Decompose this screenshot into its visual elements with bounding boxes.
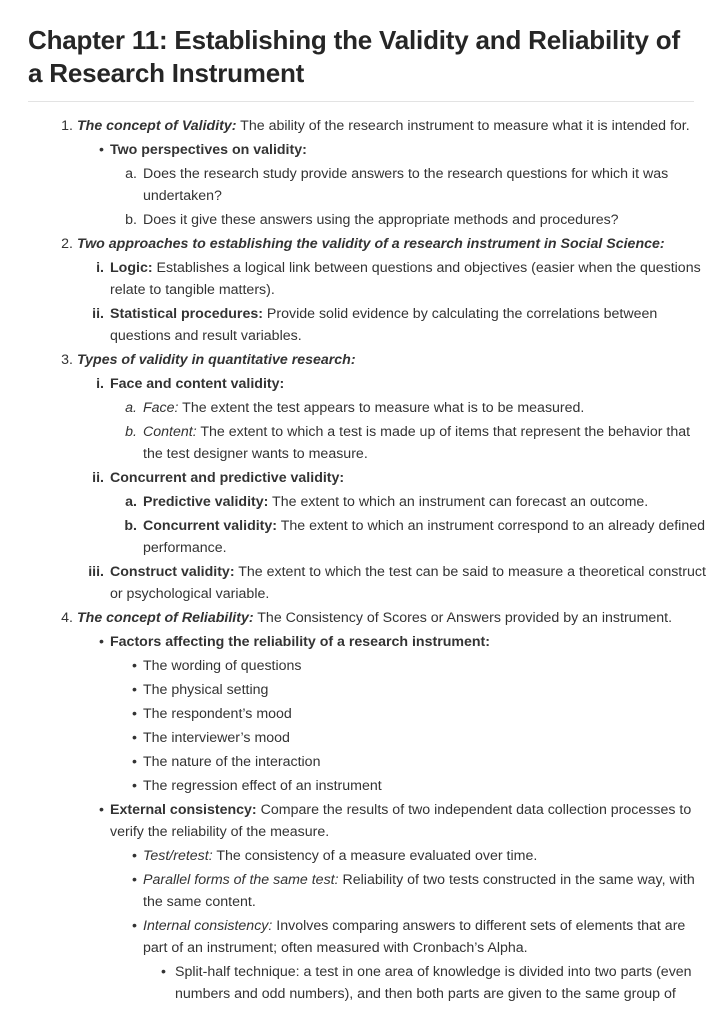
list-item-text: The wording of questions [143, 657, 302, 674]
list-item-text: Two perspectives on validity: [110, 141, 307, 158]
bullet-marker: • [132, 871, 137, 888]
list-item [28, 257, 712, 301]
list-item [28, 631, 712, 653]
list-item [28, 467, 712, 489]
item-marker: a. [125, 399, 137, 416]
bullet-marker: • [132, 705, 137, 722]
list-item [28, 349, 712, 371]
list-item [28, 561, 712, 605]
item-marker: 1. [61, 117, 73, 134]
list-item [28, 515, 712, 559]
list-item [28, 115, 712, 137]
list-item-text: The regression effect of an instrument [143, 777, 382, 794]
bullet-marker: • [161, 963, 166, 980]
item-marker: 3. [61, 351, 73, 368]
list-item-text: Content: The extent to which a test is made up of items that represent the behavior that the test designer wants to measure. [143, 423, 691, 462]
list-item [28, 961, 712, 1005]
bullet-marker: • [132, 777, 137, 794]
list-item-text: Face: The extent the test appears to measure what is to be measured. [143, 399, 585, 416]
list-item-text: Construct validity: The extent to which the test can be said to measure a theoretical construct or psychological variable. [110, 563, 706, 602]
item-marker: b. [125, 211, 137, 228]
list-item-text: Test/retest: The consistency of a measure evaluated over time. [143, 847, 538, 864]
list-item-text: Concurrent validity: The extent to which an instrument correspond to an already defined performance. [143, 517, 706, 556]
list-item [28, 869, 712, 913]
bullet-marker: • [99, 141, 104, 158]
list-item-text: Logic: Establishes a logical link between questions and objectives (easier when the questions relate to tangible matters). [110, 259, 701, 298]
bullet-marker: • [99, 801, 104, 818]
list-item [28, 727, 712, 749]
bullet-marker: • [132, 847, 137, 864]
list-item-text: Types of validity in quantitative research: [77, 351, 356, 368]
list-item-text: The interviewer’s mood [143, 729, 290, 746]
list-item-text: Concurrent and predictive validity: [110, 469, 345, 486]
list-item [28, 655, 712, 677]
item-marker: b. [124, 517, 137, 534]
list-item [28, 915, 712, 959]
item-marker: ii. [92, 469, 104, 486]
list-item-text: Does it give these answers using the appropriate methods and procedures? [143, 211, 619, 228]
list-item-text: Face and content validity: [110, 375, 285, 392]
bullet-marker: • [132, 657, 137, 674]
list-item-text: The concept of Reliability: The Consistency of Scores or Answers provided by an instrument. [77, 609, 673, 626]
list-item-text: Does the research study provide answers to the research questions for which it was undertaken? [143, 165, 669, 204]
list-item [28, 799, 712, 843]
list-item-text: The physical setting [143, 681, 269, 698]
list-item [28, 491, 712, 513]
list-item-text: Two approaches to establishing the validity of a research instrument in Social Science: [77, 235, 665, 252]
document-body [28, 115, 712, 1005]
list-item [28, 209, 712, 231]
item-marker: a. [125, 165, 137, 182]
list-item-text: Split-half technique: a test in one area of knowledge is divided into two parts (even numbers and odd numbers), and then both parts are given to the same group of [175, 963, 692, 1002]
list-item-text: The respondent’s mood [143, 705, 292, 722]
list-item [28, 303, 712, 347]
item-marker: i. [96, 259, 104, 276]
list-item-text: Statistical procedures: Provide solid evidence by calculating the correlations between questions and result variables. [110, 305, 658, 344]
bullet-marker: • [99, 633, 104, 650]
list-item-text: Parallel forms of the same test: Reliability of two tests constructed in the same way, with the same content. [143, 871, 695, 910]
list-item [28, 607, 712, 629]
list-item [28, 845, 712, 867]
item-marker: b. [125, 423, 137, 440]
list-item [28, 163, 712, 207]
item-marker: iii. [88, 563, 104, 580]
list-item-text: The nature of the interaction [143, 753, 321, 770]
item-marker: 4. [61, 609, 73, 626]
list-item [28, 751, 712, 773]
item-marker: ii. [92, 305, 104, 322]
list-item-text: External consistency: Compare the results of two independent data collection processes to verify the reliability of the measure. [110, 801, 692, 840]
list-item [28, 139, 712, 161]
bullet-marker: • [132, 729, 137, 746]
list-item-text: Factors affecting the reliability of a research instrument: [110, 633, 491, 650]
list-item [28, 373, 712, 395]
bullet-marker: • [132, 753, 137, 770]
bullet-marker: • [132, 917, 137, 934]
item-marker: 2. [61, 235, 73, 252]
bullet-marker: • [132, 681, 137, 698]
title-divider [28, 101, 694, 102]
list-item [28, 397, 712, 419]
list-item [28, 421, 712, 465]
list-item [28, 775, 712, 797]
list-item [28, 703, 712, 725]
list-item-text: Internal consistency: Involves comparing answers to different sets of elements that are part of an instrument; often measured with Cronbach’s Alpha. [143, 917, 686, 956]
item-marker: i. [96, 375, 104, 392]
list-item [28, 233, 712, 255]
item-marker: a. [125, 493, 137, 510]
page-title: Chapter 11: Establishing the Validity and Reliability of a Research Instrument [28, 25, 680, 89]
list-item-text: Predictive validity: The extent to which an instrument can forecast an outcome. [143, 493, 649, 510]
list-item-text: The concept of Validity: The ability of the research instrument to measure what it is intended for. [77, 117, 690, 134]
list-item [28, 679, 712, 701]
